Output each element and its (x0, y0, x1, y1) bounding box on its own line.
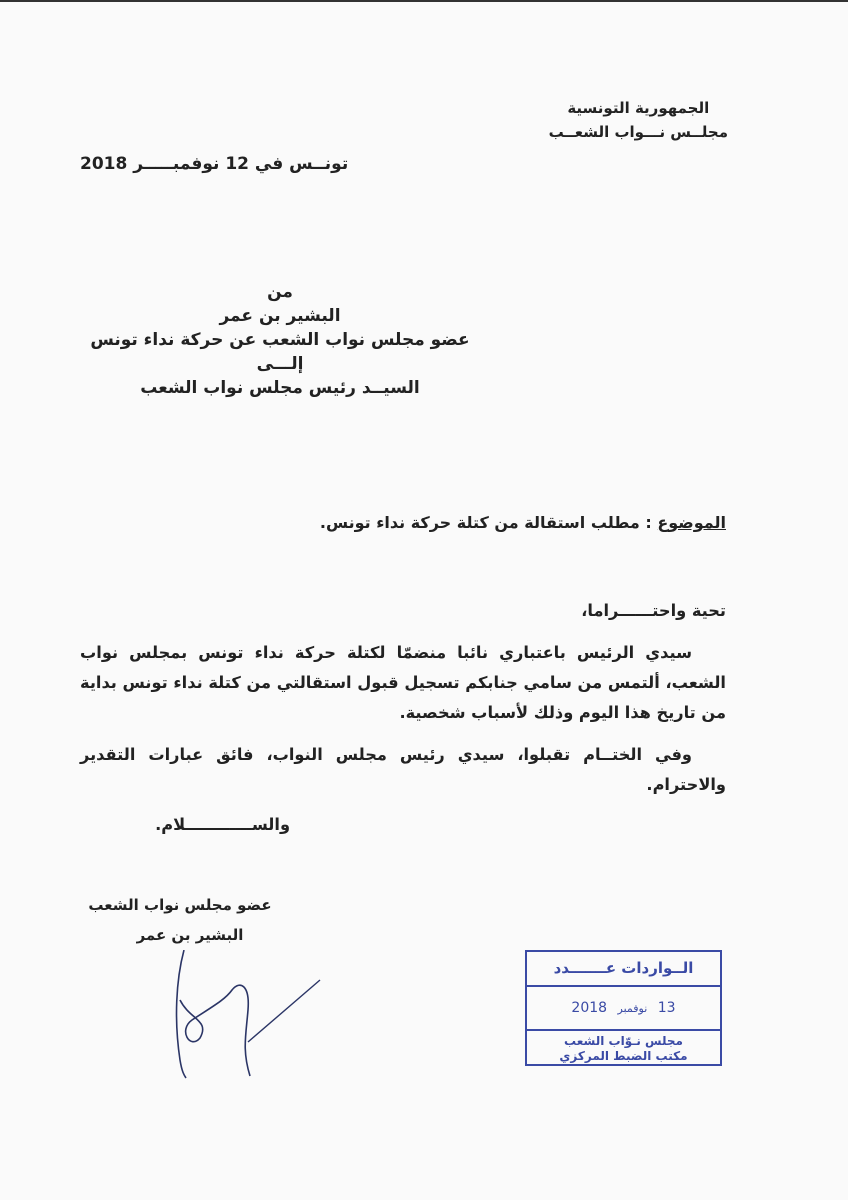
recipient: السيــد رئيس مجلس نواب الشعب (140, 378, 420, 398)
letterhead-country: الجمهورية التونسية (567, 99, 710, 117)
stamp-footer (527, 1031, 720, 1064)
registry-stamp (525, 950, 722, 1066)
stamp-year: 2018 (571, 1000, 608, 1016)
subject-text: : مطلب استقالة من كتلة حركة نداء تونس. (319, 513, 658, 532)
letterhead (549, 96, 728, 144)
stamp-month: نوفمبر (617, 1002, 648, 1015)
sender-name: البشير بن عمر (219, 306, 341, 326)
subject-label: الموضوع (657, 513, 726, 532)
signature-stroke-2 (180, 985, 250, 1076)
signer-title: عضو مجلس نواب الشعب (88, 896, 272, 914)
to-label: إلـــى (256, 354, 304, 374)
letterhead-institution: مجلــس نـــواب الشعــب (548, 123, 728, 141)
stamp-day: 13 (657, 1000, 676, 1016)
handwritten-signature (170, 950, 330, 1080)
subject-line (320, 513, 726, 532)
stamp-date (527, 987, 720, 1031)
stamp-line-2: مكتب الضبط المركزي (559, 1049, 688, 1063)
stamp-header: الــواردات عـــــــدد (527, 952, 720, 987)
signature-block (75, 890, 285, 950)
letter-body (80, 596, 726, 840)
stamp-line-1: مجلس نـوّاب الشعب (564, 1034, 683, 1048)
signature-stroke-3 (248, 980, 320, 1042)
greeting: تحية واحتــــــراما، (581, 601, 726, 620)
signer-name: البشير بن عمر (136, 926, 244, 944)
signature-stroke-1 (177, 950, 186, 1078)
letter-date: تونــس في 12 نوفمبـــــر 2018 (80, 154, 349, 174)
body-paragraph-2: وفي الختــام تقبلوا، سيدي رئيس مجلس النواب، فائق عبارات التقدير والاحترام. (80, 745, 726, 794)
page-top-edge (0, 0, 848, 2)
closing: والســــــــــــلام. (155, 815, 290, 834)
sender-title: عضو مجلس نواب الشعب عن حركة نداء تونس (90, 330, 470, 350)
body-paragraph-1: سيدي الرئيس باعتباري نائبا منضمّا لكتلة حركة نداء تونس بمجلس نواب الشعب، ألتمس من سامي جنابكم تسجيل قبول استقالتي من كتلة نداء تونس بداية من تاريخ هذا اليوم وذلك لأسباب شخصية. (80, 643, 726, 722)
from-label: من (267, 282, 293, 302)
sender-recipient-block (80, 280, 480, 400)
